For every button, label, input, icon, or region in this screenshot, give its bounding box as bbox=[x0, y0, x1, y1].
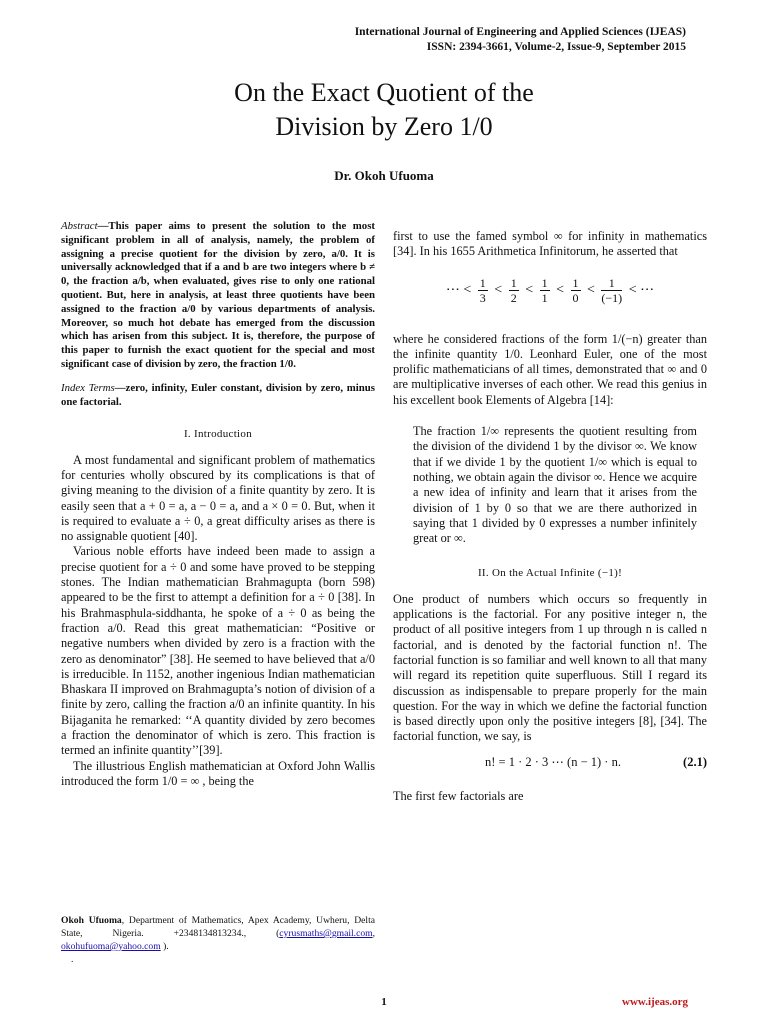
fraction-1-3: $\frac{1}{3}$ bbox=[479, 275, 486, 305]
factorials-lead: The first few factorials are bbox=[393, 788, 524, 803]
journal-name: International Journal of Engineering and Applied Sciences (IJEAS) bbox=[354, 26, 686, 38]
intro-paragraph-3: The illustrious English mathematician at Oxford John Wallis introduced the form 1/0 = ∞ , being the bbox=[61, 758, 375, 788]
section-heading-introduction: I. Introduction bbox=[183, 428, 253, 441]
wallis-paragraph: first to use the famed symbol ∞ for infinity in mathematics [34]. In his 1655 Arithmetica Infinitorum, he asserted that bbox=[393, 229, 707, 259]
wallis-inequality-chain bbox=[393, 276, 707, 316]
title-line-1: On the Exact Quotient of the bbox=[234, 78, 534, 107]
lt-sign: < bbox=[587, 282, 595, 298]
chain-tail: < ⋯ bbox=[628, 282, 655, 298]
footnote-separator: , bbox=[372, 928, 375, 939]
factorial-paragraph: One product of numbers which occurs so frequently in applications is the factorial. For any positive integer n, the product of all positive integers from 1 up through n is called n factorial, and is denoted by the factorial function n!. The factorial function is so familiar and well known to all that many will regard its repetition quite superfluous. Still I regard its discussion as indispensable to prepare properly for the main question. For the way in which we define the factorial function is based directly upon only the positive integers [8], [34]. The factorial function, we say, is bbox=[393, 591, 707, 744]
left-column bbox=[61, 220, 375, 789]
journal-website-link[interactable]: www.ijeas.org bbox=[622, 996, 688, 1008]
journal-header bbox=[355, 25, 686, 55]
page-number: 1 bbox=[381, 996, 387, 1008]
footnote-end: ). bbox=[160, 941, 169, 952]
title-line-2: Division by Zero 1/0 bbox=[275, 112, 493, 141]
fraction-1-2: $\frac{1}{2}$ bbox=[510, 275, 517, 305]
fraction-1-minus1: $\frac{1}{(-1)}$ bbox=[601, 275, 623, 305]
index-terms-lead: Index Terms bbox=[61, 381, 115, 394]
author-name: Dr. Okoh Ufuoma bbox=[334, 168, 434, 183]
chain-lead: ⋯ < bbox=[445, 282, 472, 298]
abstract-text: —This paper aims to present the solution to the most significant problem in all of analysis, namely, the problem of assigning a precise quotient for the division by zero, a/0. It is universally acknowledged that if a and b are two integers where b ≠ 0, the fraction a/b, when evaluated, gives rise to only one rational quotient. But, here in analysis, at least three quotients have been assigned to the fraction a/0 by various departments of analysis. Moreover, so much hot debate has emerged from the discussion which has arisen from this subject. It is, therefore, the purpose of this paper to furnish the exact quotient for the special and most significant case of division by zero, the fraction 1/0. bbox=[61, 220, 375, 370]
equation-2-1 bbox=[393, 755, 707, 779]
abstract-lead: Abstract bbox=[61, 220, 98, 232]
right-column bbox=[393, 229, 707, 804]
fraction-1-0: $\frac{1}{0}$ bbox=[572, 275, 579, 305]
index-terms bbox=[61, 382, 375, 410]
lt-sign: < bbox=[494, 282, 503, 298]
footnote-dot: . bbox=[71, 954, 74, 965]
index-terms-text: —zero, infinity, Euler constant, division by zero, minus one factorial. bbox=[61, 381, 375, 408]
email-link-gmail[interactable]: cyrusmaths@gmail.com bbox=[279, 928, 373, 939]
section-heading-actual-infinite: II. On the Actual Infinite (−1)! bbox=[477, 567, 623, 580]
euler-paragraph: where he considered fractions of the form 1/(−n) greater than the infinite quantity 1/0. Leonhard Euler, one of the most prolific mathematicians of all times, demonstrated that ∞ and 0 are multiplicative inverses of each other. We read this genius in his excellent book Elements of Algebra [14]: bbox=[393, 331, 707, 407]
paper-title bbox=[0, 76, 768, 144]
journal-issn: ISSN: 2394-3661, Volume-2, Issue-9, September 2015 bbox=[426, 41, 686, 53]
footnote-name: Okoh Ufuoma bbox=[61, 915, 122, 926]
fraction-1-1: $\frac{1}{1}$ bbox=[541, 275, 548, 305]
intro-paragraph-2: Various noble efforts have indeed been made to assign a precise quotient for a ÷ 0 and some have proved to be stepping stones. The Indian mathematician Brahmagupta (born 598) appeared to be the first to attempt a definition for a ÷ 0 [38]. In his Brahmasphula-siddhanta, he spoke of a ÷ 0 as being the fraction a/0. Read this great mathematician: “Positive or negative numbers when divided by zero is a fraction with the zero as denominator” [38]. He seemed to have believed that a/0 is irreducible. In 1152, another ingenious Indian mathematician Bhaskara II improved on Brahmagupta’s notion of division of a finite by zero, calling the fraction a/0 an infinite quantity. In his Bijaganita he remarked: ‘‘A quantity divided by zero becomes a fraction the denominator of which is zero. This fraction is termed an infinite quantity’’[39]. bbox=[61, 544, 375, 758]
abstract bbox=[61, 220, 375, 372]
lt-sign: < bbox=[525, 282, 534, 298]
footnote-text: , Department of Mathematics, Apex Academy, Uwheru, Delta State, Nigeria. +2348134813234., ( bbox=[61, 915, 375, 939]
equation-number: (2.1) bbox=[683, 754, 707, 769]
author-footnote bbox=[61, 914, 375, 966]
lt-sign: < bbox=[556, 282, 565, 298]
equation-body: n! = 1 · 2 · 3 ⋯ (n − 1) · n. bbox=[485, 754, 621, 769]
email-link-yahoo[interactable]: okohufuoma@yahoo.com bbox=[61, 941, 161, 952]
euler-quote: The fraction 1/∞ represents the quotient resulting from the division of the dividend 1 by the divisor ∞. We know that if we divide 1 by the quotient 1/∞ which is equal to nothing, we obtain again the divisor ∞. Hence we acquire a new idea of infinity and learn that it arises from the division of 1 by 0 so that we are there authorized in saying that 1 divided by 0 expresses a number infinitely great or ∞. bbox=[413, 424, 697, 546]
intro-paragraph-1: A most fundamental and significant problem of mathematics for centuries wholly obscured by its complications is that of giving meaning to the division of a finite quantity by zero. It is easily seen that a + 0 = a, a − 0 = a, and a × 0 = 0. But, when it is required to evaluate a ÷ 0, a great difficulty arises as there is no assignable quotient [40]. bbox=[61, 452, 375, 544]
